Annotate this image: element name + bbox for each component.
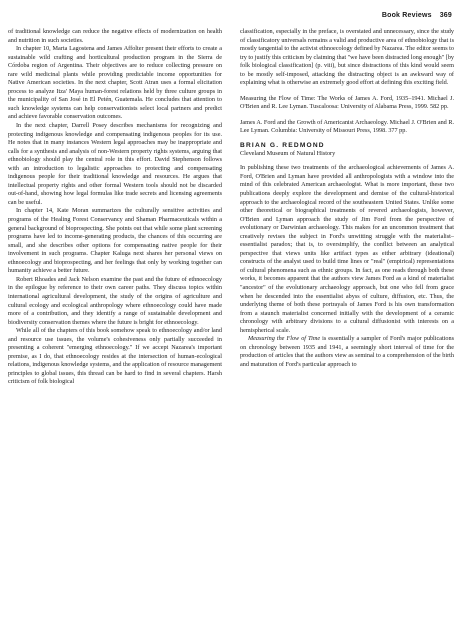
paragraph: In the next chapter, Darrell Posey describes mechanisms for recognizing and protecting indigenous knowledge and compensating indigenous peoples for its use. He notes that in many instances Western legal approaches may be inappropriate and calls for a synthesis and analysis of non-Western property rights systems, arguing that ethnobiology should play the central role in this effort. David Stephenson follows with an introduction to legalistic approaches to protecting and compensating indigenous people for their traditional knowledge and resources. He argues that intellectual property rights and other formal Western tools should not be discarded out-of-hand, showing how legal formulas like trade secrets and licensing agreements can be useful. [8,122,222,206]
left-column [8,28,222,387]
reviewer-name: BRIAN G. REDMOND [240,142,325,150]
paragraph: classification, especially in the preface, is overstated and unnecessary, since the study of classificatory universals remains a valid and productive area of ethnobiology that is mostly tangential to the activist ethnoecology defined by Nazarea. The editor seems to try to justify this criticism by claiming that "we have been distracted long enough" [by folk biological classification] (p. viii), but since distractions of this kind would seem to be mostly self-imposed, attacking the distracting object is an awkward way of explaining what is otherwise an extremely good effort at defining this exciting field. [240,28,455,87]
paragraph: While all of the chapters of this book somehow speak to ethnoecology and/or land and resource use issues, the volume's cohesiveness only partially succeeded in presenting a coherent "emerging ethnoecology." If we accept Nazarea's important premise, as I do, that ethnoecology resides at the intersection of human-ecological relations, indigenous knowledge systems, and the application of resource management principles to global issues, this thread can be hard to find in several chapters. Harsh criticism of folk biological [8,327,222,386]
paragraph: In chapter 14, Kate Moran summarizes the culturally sensitive activities and programs of the Healing Forest Conservancy and Shaman Pharmaceuticals within a general background of bioprospecting. She points out that while some plant screening programs have led to income-generating products, the chances of this occurring are small, and she describes other options for compensating native people for their involvement in such programs. Chapter Kaluga next shares her personal views on ethnoecology and bioprospecting, and her feelings that only by working together can humanity achieve a better future. [8,207,222,275]
paragraph-last [240,335,454,369]
italic-book-title: Measuring the Flow of Time [248,335,321,343]
running-header [382,12,452,19]
running-title: Book Reviews [381,12,432,19]
review-citation-2: James A. Ford and the Growth of Americanist Archaeology. Michael J. O'Brien and R. Lee Lyman. Columbia: University of Missouri Press, 1998. 377 pp. [240,118,454,135]
review-citation-1: Measuring the Flow of Time: The Works of James A. Ford, 1935–1941. Michael J. O'Brien and R. Lee Lyman. Tuscaloosa: University of Alabama Press, 1999. 582 pp. [240,94,454,111]
right-column [240,28,454,369]
paragraph: In chapter 10, Marta Lagostena and James Affolter present their efforts to create a sustainable wild crafting and horticultural production program in the Sierra de Córdoba region of Argentina. Their objectives are to reduce collecting pressure on rare wild medicinal plants while providing predictable income opportunities for Native American societies. In the next chapter, Scott Atran uses a formal elicitation process to analyze Itza' Maya human-forest relations held by three culture groups in the municipality of San José in El Petén, Guatemala. He concludes that attention to such knowledge systems can help conservationists select local partners and predict and achieve favorable conservation outcomes. [8,45,222,121]
page-number: 369 [439,12,452,19]
paragraph: of traditional knowledge can reduce the negative effects of modernization on health and nutrition in such societies. [8,28,222,44]
paragraph: Robert Rhoades and Jack Nelson examine the past and the future of ethnoecology in the epilogue by reference to their own career paths. They discuss topics within international agricultural development, the study of the origins of agriculture and cultural ecology and ecological anthropology where ethnoecology could have made more of a contribution, and they identify a range of sustainable development and biodiversity conservation themes where the future is bright for ethnoecology. [8,275,222,326]
reviewer-affiliation: Cleveland Museum of Natural History [240,150,336,158]
paragraph: In publishing these two treatments of the archaeological achievements of James A. Ford, O'Brien and Lyman have provided all anthropologists with a window into the mind of this celebrated American archaeologist. What is more important, these two publications deeply explore the development and demise of the cultural-historical approach to the archaeological record of the southeastern United States. Unlike some other theoretical or biographical treatments of revered archaeologists, however, O'Brien and Lyman approach the study of Jim Ford from the perspective of evolutionary or Darwinian archaeology. This makes for an uncommon treatment that creatively revises the subject in Ford's unwitting struggle with the materialist–essentialist paradox; that is, to oversimplify, the conflict between an analytical perspective that views units like artifact types as either arbitrary (ideational) constructs of the analyst used to build time lines or "real" (empirical) representations of cultural phenomena such as ethnic groups. In fact, as one reads through both these works, it becomes apparent that the authors view James Ford as a kind of materialist "ancestor" of the evolutionary archaeology approach, but one who fell from grace when he descended into the essentialist abyss of culture, diffusion, etc. Thus, the underlying theme of both these portrayals of James Ford is his own transformation from a staunch materialist concerned initially with the development of a ceramic chronology with arbitrary divisions to a cultural diffusionist with interests on a hemispherical scale. [240,164,454,334]
paragraph-text: is essentially a sampler of Ford's major publications on chronology between 1935 and 1941, a seemingly short interval of time for the production of articles that the authors view as seminal to a comprehension of the birth and maturation of Ford's particular approach to [240,335,455,368]
